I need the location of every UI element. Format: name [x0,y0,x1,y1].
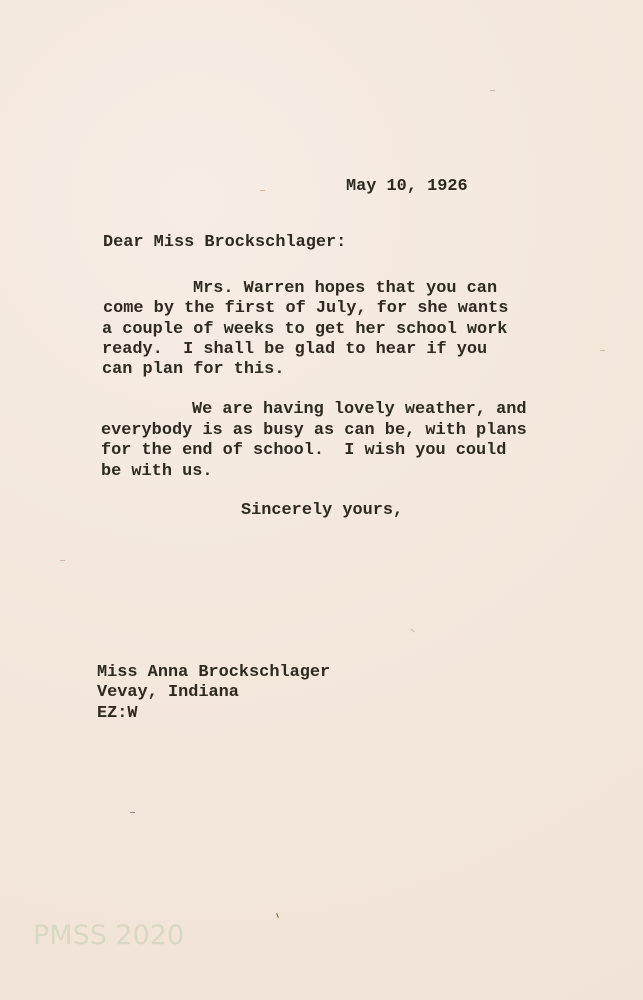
paragraph-2-line: for the end of school. I wish you could [101,441,507,460]
paragraph-2-line: everybody is as busy as can be, with plans [101,421,527,440]
paragraph-1-line: Mrs. Warren hopes that you can [193,279,498,298]
paragraph-2-line: be with us. [101,462,213,481]
recipient-address: Vevay, Indiana [97,683,239,702]
paragraph-1-line: can plan for this. [102,360,285,379]
letter-date: May 10, 1926 [346,177,468,196]
paragraph-1-line: come by the first of July, for she wants [103,299,509,318]
watermark: PMSS 2020 [33,920,185,951]
closing: Sincerely yours, [241,501,404,520]
paragraph-2-line: We are having lovely weather, and [192,400,527,419]
paragraph-1-line: ready. I shall be glad to hear if you [102,340,488,359]
recipient-name: Miss Anna Brockschlager [97,663,331,682]
salutation: Dear Miss Brockschlager: [103,233,347,252]
reference-initials: EZ:W [97,704,138,723]
paragraph-1-line: a couple of weeks to get her school work [102,320,508,339]
